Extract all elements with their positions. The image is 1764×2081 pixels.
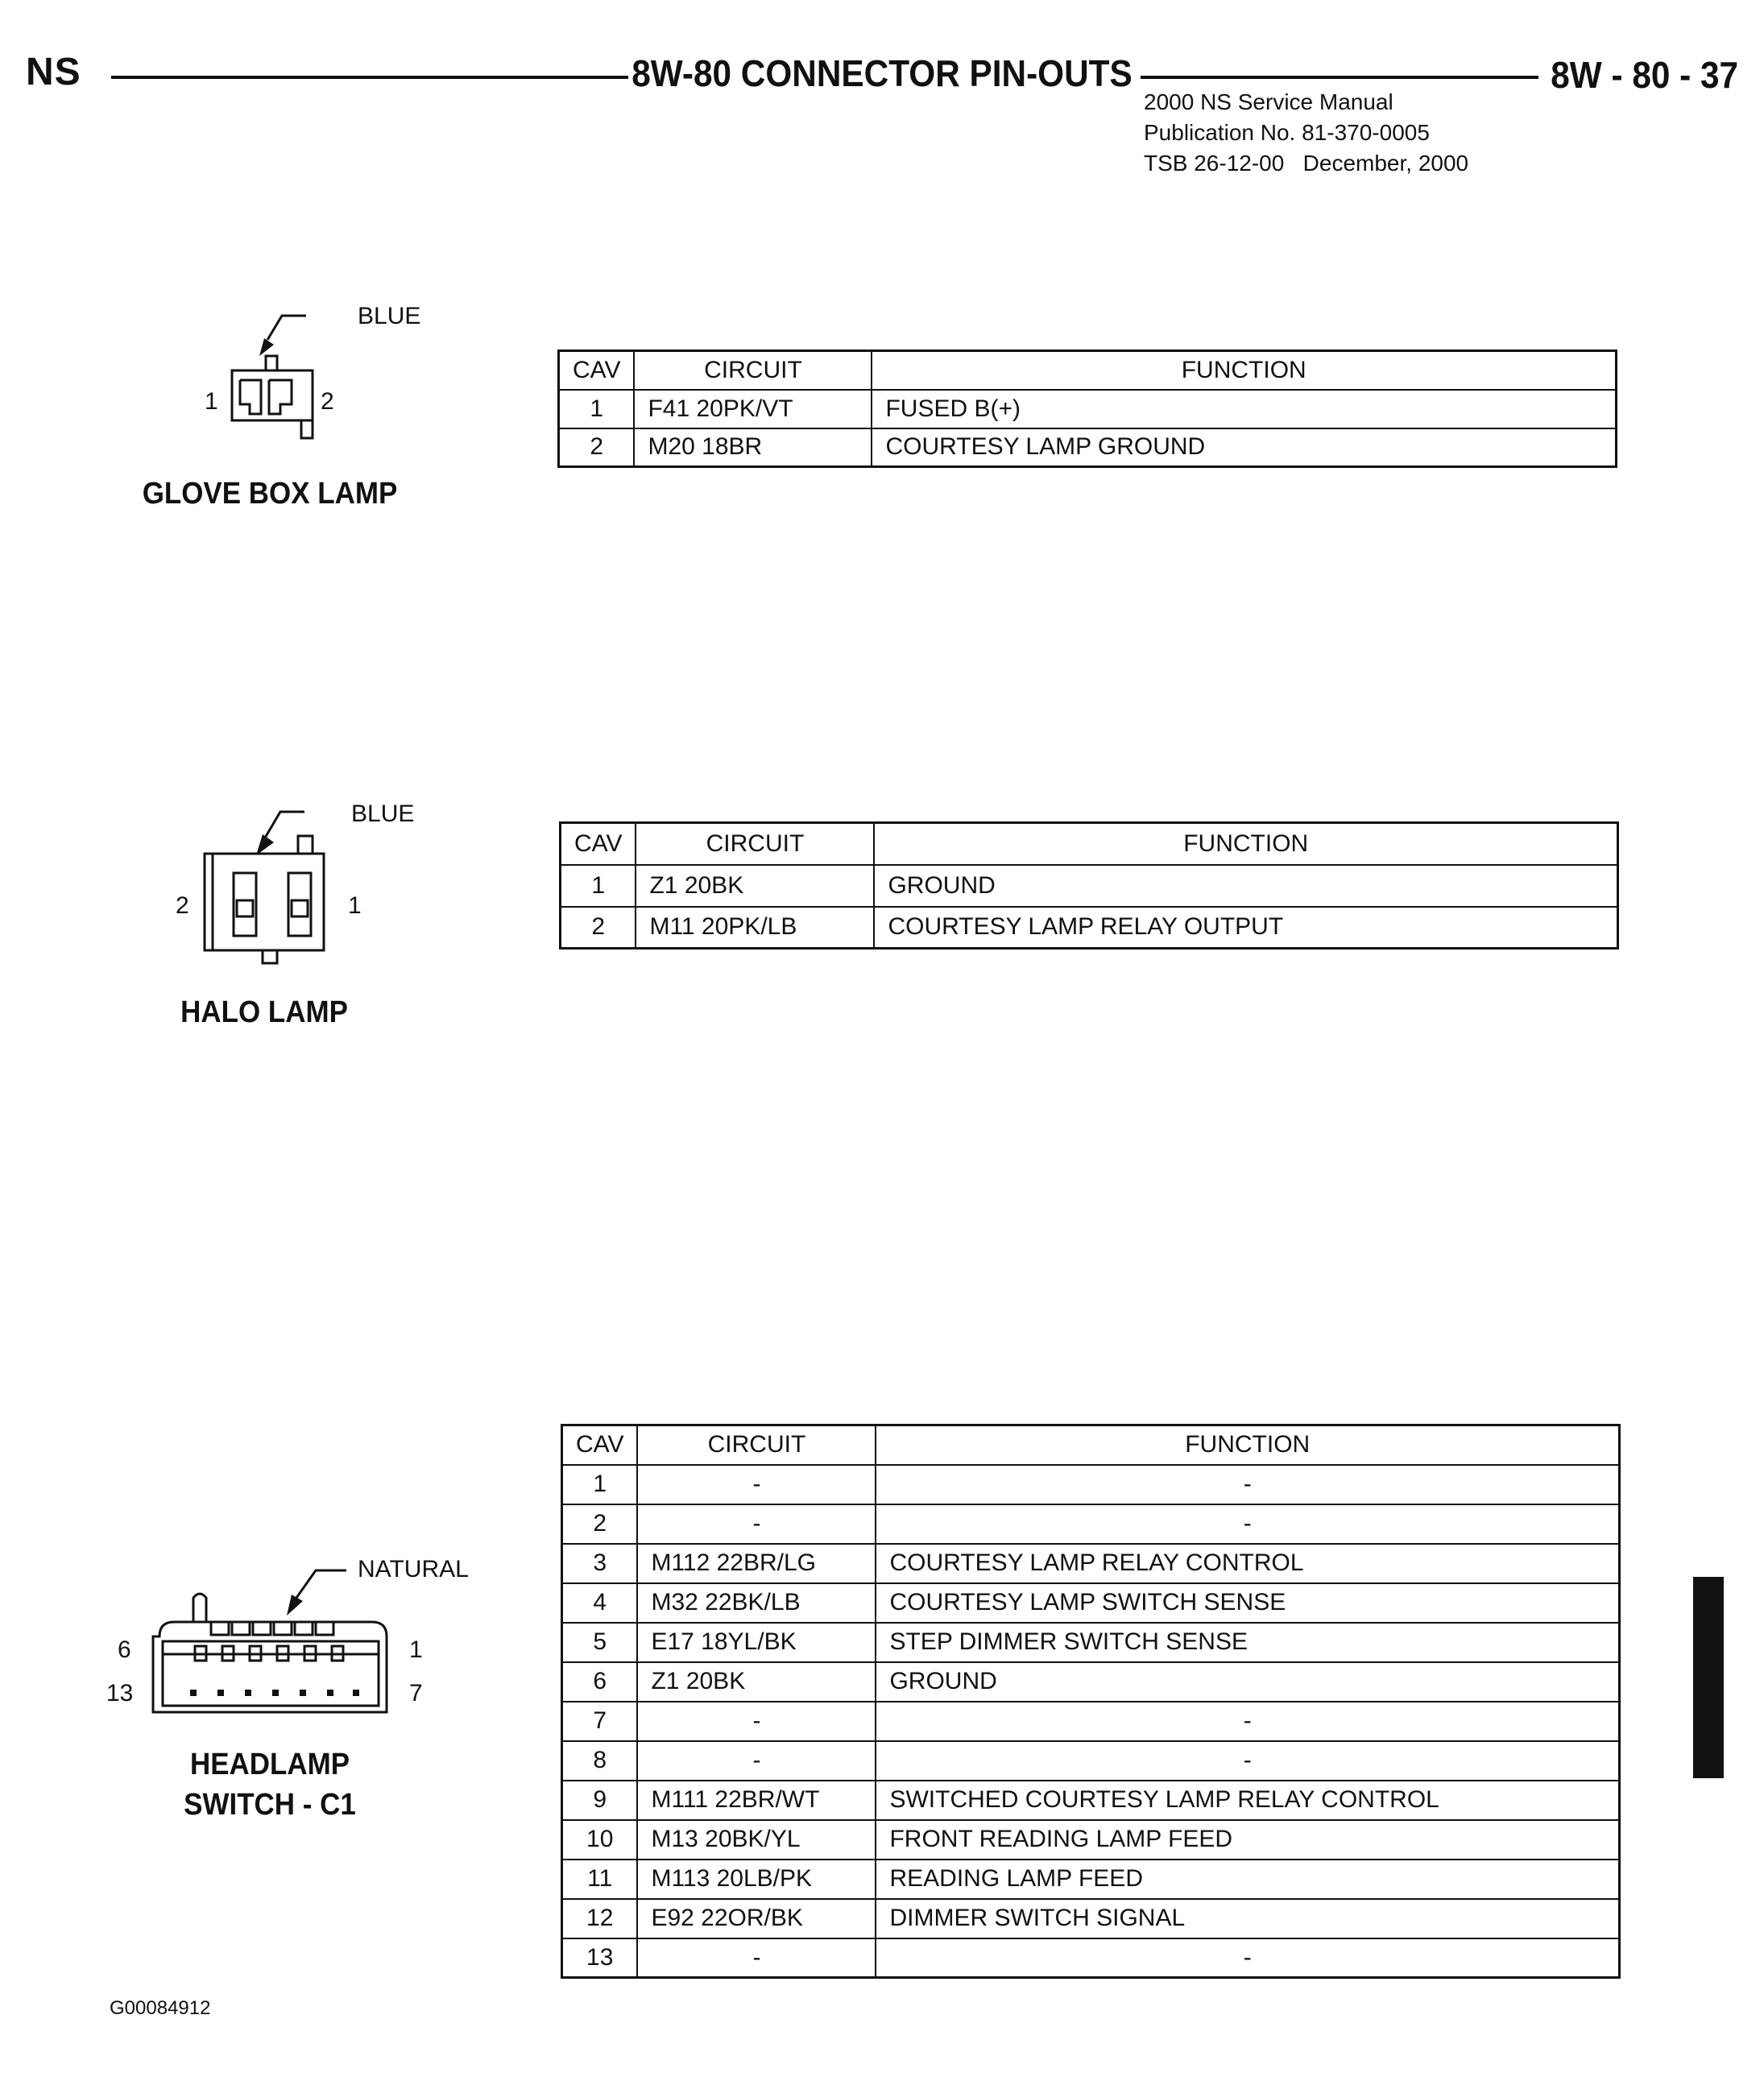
cell-function: -	[876, 1741, 1619, 1781]
cell-cav: 4	[562, 1583, 638, 1623]
headlamp-switch-c1-pin-label-bottom-left: 13	[106, 1680, 134, 1707]
cell-circuit: M20 18BR	[634, 428, 872, 467]
cell-function: -	[876, 1702, 1619, 1741]
table-row	[561, 907, 1618, 949]
publication-line-3: TSB 26-12-00 December, 2000	[1144, 151, 1469, 176]
table-row	[562, 1820, 1620, 1860]
cell-cav: 1	[562, 1465, 638, 1504]
table-row	[562, 1741, 1620, 1781]
cell-circuit: F41 20PK/VT	[634, 390, 872, 428]
glove-box-lamp-connector-diagram	[217, 306, 338, 467]
cell-circuit: M113 20LB/PK	[637, 1860, 876, 1899]
cell-function: SWITCHED COURTESY LAMP RELAY CONTROL	[876, 1781, 1619, 1820]
cell-circuit: M11 20PK/LB	[636, 907, 874, 949]
manual-section-code: NS	[26, 51, 81, 93]
cell-function: COURTESY LAMP RELAY CONTROL	[876, 1544, 1619, 1583]
table-row	[562, 1583, 1620, 1623]
cell-cav: 10	[562, 1820, 638, 1860]
cell-cav: 3	[562, 1544, 638, 1583]
cell-cav: 1	[559, 390, 635, 428]
cell-cav: 9	[562, 1781, 638, 1820]
cell-cav: 11	[562, 1860, 638, 1899]
cell-circuit: E92 22OR/BK	[637, 1899, 876, 1938]
halo-lamp-pinout-table	[559, 821, 1619, 949]
cell-function: READING LAMP FEED	[876, 1860, 1619, 1899]
column-header-function: FUNCTION	[874, 823, 1617, 865]
cell-cav: 1	[561, 865, 636, 907]
column-header-circuit: CIRCUIT	[637, 1425, 876, 1465]
cell-cav: 12	[562, 1899, 638, 1938]
table-row	[562, 1544, 1620, 1583]
table-header-row	[559, 351, 1617, 390]
headlamp-switch-c1-title	[133, 1744, 407, 1825]
glove-box-lamp-color-label: BLUE	[358, 303, 421, 329]
headlamp-switch-c1-pin-label-top-left: 6	[118, 1636, 131, 1663]
publication-info	[1144, 87, 1468, 179]
glove-box-lamp-pin-label-left: 1	[205, 388, 218, 415]
cell-function: -	[876, 1938, 1619, 1978]
column-header-cav: CAV	[562, 1425, 638, 1465]
cell-cav: 13	[562, 1938, 638, 1978]
headlamp-switch-c1-pin-label-top-right: 1	[409, 1636, 423, 1663]
table-row	[562, 1938, 1620, 1978]
column-header-cav: CAV	[559, 351, 635, 390]
cell-circuit: M13 20BK/YL	[637, 1820, 876, 1860]
table-row	[561, 865, 1618, 907]
cell-function: COURTESY LAMP SWITCH SENSE	[876, 1583, 1619, 1623]
cell-function: FUSED B(+)	[872, 390, 1616, 428]
cell-function: GROUND	[874, 865, 1617, 907]
cell-circuit: Z1 20BK	[637, 1662, 876, 1702]
cell-circuit: -	[637, 1465, 876, 1504]
halo-lamp-color-label: BLUE	[351, 801, 415, 827]
cell-cav: 2	[559, 428, 635, 467]
cell-function: -	[876, 1504, 1619, 1544]
header-rule-right	[1141, 76, 1538, 79]
page-number: 8W - 80 - 37	[1551, 54, 1738, 96]
column-header-circuit: CIRCUIT	[636, 823, 874, 865]
table-row	[562, 1781, 1620, 1820]
glove-box-lamp-title: GLOVE BOX LAMP	[142, 477, 398, 511]
table-row	[562, 1662, 1620, 1702]
section-tab-marker	[1693, 1577, 1724, 1778]
table-header-row	[562, 1425, 1620, 1465]
headlamp-switch-c1-pin-label-bottom-right: 7	[409, 1680, 423, 1707]
cell-circuit: E17 18YL/BK	[637, 1623, 876, 1662]
cell-function: STEP DIMMER SWITCH SENSE	[876, 1623, 1619, 1662]
publication-line-1: 2000 NS Service Manual	[1144, 89, 1393, 114]
cell-cav: 5	[562, 1623, 638, 1662]
headlamp-switch-c1-title-line-1: HEADLAMP	[189, 1748, 350, 1781]
cell-cav: 2	[561, 907, 636, 949]
headlamp-switch-c1-color-label: NATURAL	[358, 1556, 469, 1582]
cell-function: DIMMER SWITCH SIGNAL	[876, 1899, 1619, 1938]
page-title: 8W-80 CONNECTOR PIN-OUTS	[631, 52, 1133, 94]
cell-circuit: Z1 20BK	[636, 865, 874, 907]
table-row	[562, 1465, 1620, 1504]
table-row	[562, 1504, 1620, 1544]
table-row	[562, 1623, 1620, 1662]
headlamp-switch-c1-pinout-table	[561, 1424, 1621, 1979]
headlamp-switch-c1-title-line-2: SWITCH - C1	[184, 1788, 356, 1822]
cell-function: FRONT READING LAMP FEED	[876, 1820, 1619, 1860]
cell-function: COURTESY LAMP GROUND	[872, 428, 1616, 467]
table-header-row	[561, 823, 1618, 865]
cell-circuit: -	[637, 1938, 876, 1978]
cell-circuit: M32 22BK/LB	[637, 1583, 876, 1623]
cell-function: GROUND	[876, 1662, 1619, 1702]
halo-lamp-title: HALO LAMP	[180, 995, 348, 1029]
cell-circuit: M112 22BR/LG	[637, 1544, 876, 1583]
table-row	[559, 390, 1617, 428]
table-row	[562, 1860, 1620, 1899]
cell-cav: 7	[562, 1702, 638, 1741]
cell-circuit: M111 22BR/WT	[637, 1781, 876, 1820]
table-row	[562, 1702, 1620, 1741]
figure-id: G00084912	[110, 1997, 211, 2019]
cell-circuit: -	[637, 1702, 876, 1741]
glove-box-lamp-pinout-table	[557, 350, 1617, 468]
cell-function: -	[876, 1465, 1619, 1504]
table-row	[562, 1899, 1620, 1938]
halo-lamp-connector-diagram	[200, 804, 337, 973]
cell-cav: 8	[562, 1741, 638, 1781]
column-header-circuit: CIRCUIT	[634, 351, 872, 390]
glove-box-lamp-pin-label-right: 2	[321, 388, 334, 415]
cell-circuit: -	[637, 1741, 876, 1781]
table-row	[559, 428, 1617, 467]
column-header-cav: CAV	[561, 823, 636, 865]
column-header-function: FUNCTION	[872, 351, 1616, 390]
cell-function: COURTESY LAMP RELAY OUTPUT	[874, 907, 1617, 949]
halo-lamp-pin-label-right: 1	[348, 892, 362, 919]
cell-circuit: -	[637, 1504, 876, 1544]
cell-cav: 2	[562, 1504, 638, 1544]
column-header-function: FUNCTION	[876, 1425, 1619, 1465]
halo-lamp-pin-label-left: 2	[176, 892, 189, 919]
publication-line-2: Publication No. 81-370-0005	[1144, 120, 1430, 145]
cell-cav: 6	[562, 1662, 638, 1702]
